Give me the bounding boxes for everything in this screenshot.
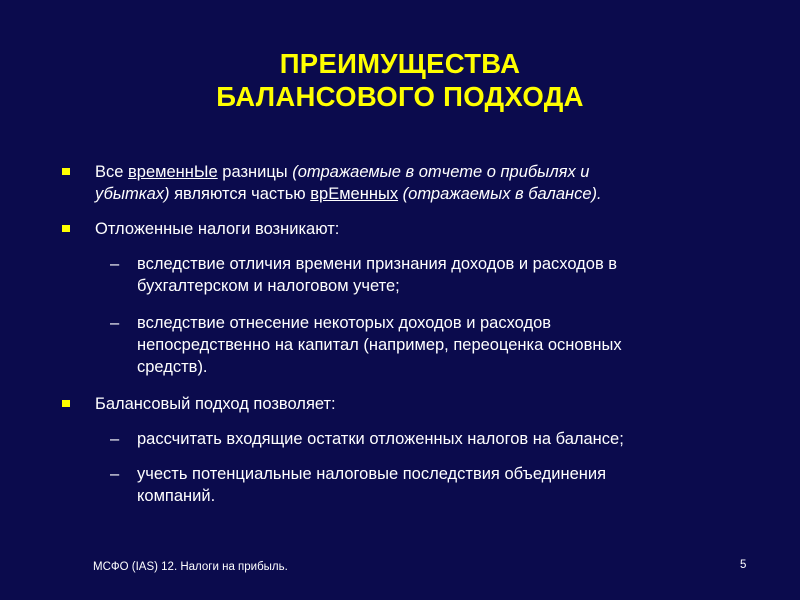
item-3-text: Балансовый подход позволяет: — [95, 395, 336, 413]
title-line-2: БАЛАНСОВОГО ПОДХОДА — [216, 81, 584, 112]
item-1-line-1: Все временнЫе разницы (отражаемые в отчете о прибылях и — [95, 163, 590, 181]
item-1-line-2: убытках) являются частью врЕменных (отражаемых в балансе). — [95, 185, 602, 203]
item-2-sub-2-line-3: средств). — [137, 358, 208, 376]
underlined-term-1: временнЫе — [128, 163, 218, 181]
dash-marker-3-2: – — [110, 465, 120, 483]
page-number: 5 — [740, 559, 747, 571]
item-2-sub-2-line-2: непосредственно на капитал (например, переоценка основных — [137, 336, 622, 354]
dash-marker-2-2: – — [110, 314, 120, 332]
dash-marker-3-1: – — [110, 430, 120, 448]
title-line-1: ПРЕИМУЩЕСТВА — [279, 48, 521, 79]
bullet-marker-3 — [62, 400, 70, 407]
slide-footer: МСФО (IAS) 12. Налоги на прибыль. — [93, 561, 288, 573]
bullet-marker-2 — [62, 225, 70, 232]
item-3-sub-1-line-1: рассчитать входящие остатки отложенных налогов на балансе; — [137, 430, 624, 448]
item-2-sub-2-line-1: вследствие отнесение некоторых доходов и расходов — [137, 314, 552, 332]
item-2-sub-1-line-1: вследствие отличия времени признания доходов и расходов в — [137, 255, 618, 273]
underlined-term-2: врЕменных — [310, 185, 399, 203]
item-3-sub-2-line-1: учесть потенциальные налоговые последствия объединения — [137, 465, 607, 483]
item-2-sub-1-line-2: бухгалтерском и налоговом учете; — [137, 277, 400, 295]
item-3-sub-2-line-2: компаний. — [137, 487, 216, 505]
bullet-marker-1 — [62, 168, 70, 175]
item-2-text: Отложенные налоги возникают: — [95, 220, 340, 238]
dash-marker-2-1: – — [110, 255, 120, 273]
